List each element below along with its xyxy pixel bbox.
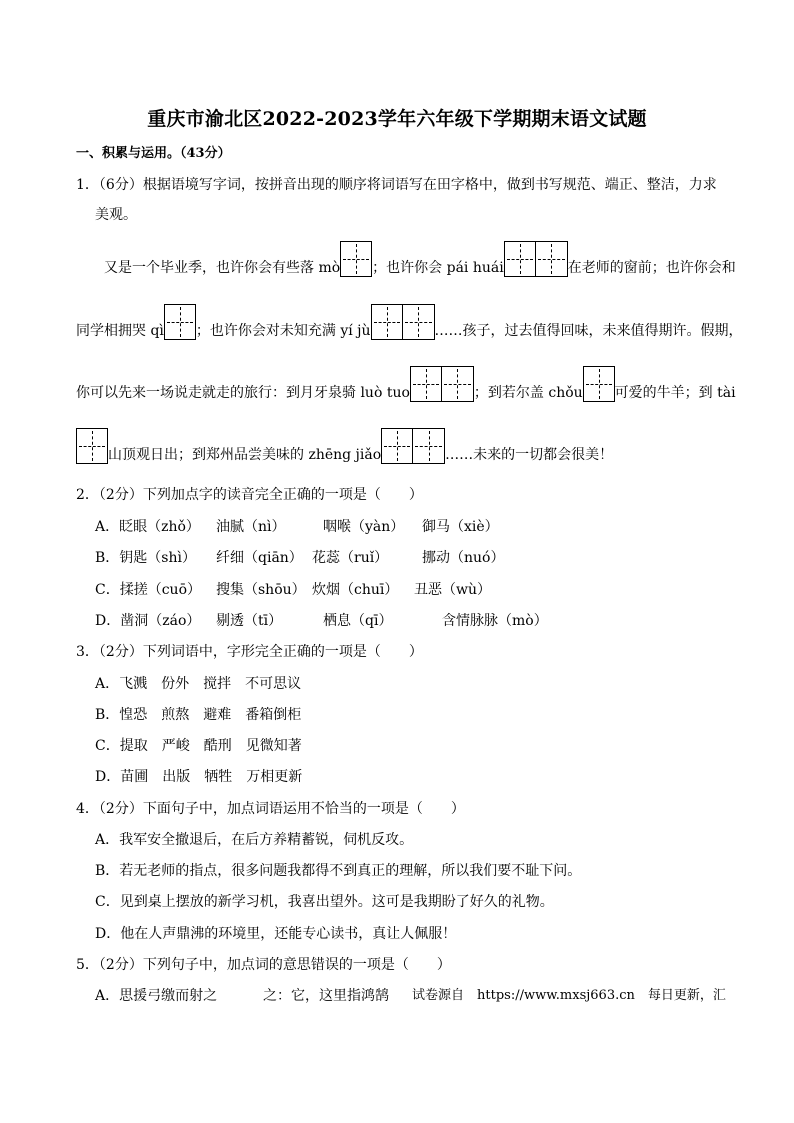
- passage-text: 可爱的牛羊；到 tài: [614, 385, 736, 401]
- q1-passage-line3: [76, 366, 736, 402]
- q1-passage-line4: [76, 428, 613, 464]
- q2-option-b-3: 花蕊（ruǐ）: [312, 550, 389, 566]
- section-heading: 一、积累与运用。（43分）: [76, 146, 231, 161]
- answer-grid-4[interactable]: [371, 304, 435, 340]
- answer-grid-1[interactable]: [340, 241, 372, 277]
- source-watermark: 试卷源自 https://www.mxsj663.cn 每日更新，汇: [412, 988, 726, 1003]
- answer-grid-7[interactable]: [76, 428, 108, 464]
- q3-option-a: A．飞溅 份外 搅拌 不可思议: [95, 676, 302, 692]
- q1-stem-line1: 1．（6分）根据语境写字词，按拼音出现的顺序将词语写在田字格中，做到书写规范、端正、整洁，力求: [76, 177, 717, 193]
- tianzige-box[interactable]: [381, 428, 413, 464]
- tianzige-box[interactable]: [340, 241, 372, 277]
- passage-text: ；到若尔盖 chǒu: [473, 385, 583, 401]
- q2-stem: 2．（2分）下列加点字的读音完全正确的一项是（ ）: [76, 487, 423, 503]
- passage-text: 你可以先来一场说走就走的旅行：到月牙泉骑 luò tuo: [76, 385, 410, 401]
- tianzige-box[interactable]: [371, 304, 403, 340]
- passage-text: 同学相拥哭 qì: [76, 323, 164, 339]
- q2-option-d-3: 栖息（qī）: [323, 613, 393, 629]
- q3-stem: 3．（2分）下列词语中，字形完全正确的一项是（ ）: [76, 644, 423, 660]
- q2-option-d-4: 含情脉脉（mò）: [442, 613, 548, 629]
- q2-option-d-1: D．凿洞（záo）: [95, 613, 201, 629]
- passage-text: 山顶观日出；到郑州品尝美味的 zhēng jiǎo: [108, 447, 382, 463]
- q5-option-a-note: 之：它，这里指鸿鹄: [263, 988, 389, 1004]
- answer-grid-6[interactable]: [583, 366, 615, 402]
- q3-option-b: B．惶恐 煎熬 避难 番箱倒柜: [95, 707, 302, 723]
- q2-option-b-4: 挪动（nuó）: [422, 550, 505, 566]
- tianzige-box[interactable]: [413, 428, 445, 464]
- q3-option-c: C．提取 严峻 酷刑 见微知著: [95, 738, 302, 754]
- q3-option-d: D．苗圃 出版 牺牲 万相更新: [95, 769, 303, 785]
- q2-option-a-1: A．眨眼（zhǒ）: [95, 519, 200, 535]
- q2-option-a-3: 咽喉（yàn）: [323, 519, 405, 535]
- q4-option-d: D．他在人声鼎沸的环境里，还能专心读书，真让人佩服！: [95, 926, 457, 942]
- q1-passage-line1: [104, 241, 736, 277]
- tianzige-box[interactable]: [164, 304, 196, 340]
- tianzige-box[interactable]: [536, 241, 568, 277]
- answer-grid-3[interactable]: [164, 304, 196, 340]
- passage-text: ……孩子，过去值得回味，未来值得期许。假期，: [434, 323, 743, 339]
- q2-option-a-2: 油腻（nì）: [216, 519, 286, 535]
- answer-grid-2[interactable]: [504, 241, 568, 277]
- q2-option-c-4: 丑恶（wù）: [414, 582, 491, 598]
- q4-option-a: A．我军安全撤退后，在后方养精蓄锐，伺机反攻。: [95, 832, 414, 848]
- answer-grid-5[interactable]: [410, 366, 474, 402]
- q4-option-b: B．若无老师的指点，很多问题我都得不到真正的理解，所以我们要不耻下问。: [95, 863, 582, 879]
- q2-option-c-3: 炊烟（chuī）: [312, 582, 399, 598]
- q1-stem-line2: 美观。: [95, 207, 137, 223]
- passage-text: ……未来的一切都会很美！: [445, 447, 614, 463]
- passage-text: 又是一个毕业季，也许你会有些落 mò: [104, 260, 341, 276]
- q2-option-a-4: 御马（xiè）: [422, 519, 499, 535]
- tianzige-box[interactable]: [504, 241, 536, 277]
- tianzige-box[interactable]: [442, 366, 474, 402]
- tianzige-box[interactable]: [410, 366, 442, 402]
- q1-passage-line2: [76, 304, 743, 340]
- tianzige-box[interactable]: [76, 428, 108, 464]
- tianzige-box[interactable]: [583, 366, 615, 402]
- q2-option-d-2: 剔透（tī）: [216, 613, 283, 629]
- page-title: 重庆市渝北区2022-2023学年六年级下学期期末语文试题: [147, 108, 647, 130]
- q2-option-c-1: C．揉搓（cuō）: [95, 582, 201, 598]
- passage-text: ；也许你会对未知充满 yí jù: [195, 323, 371, 339]
- q2-option-c-2: 搜集（shōu）: [216, 582, 306, 598]
- passage-text: 在老师的窗前；也许你会和: [567, 260, 736, 276]
- q2-option-b-1: B．钥匙（shì）: [95, 550, 196, 566]
- q5-option-a: A．思援弓缴而射之: [95, 988, 218, 1004]
- passage-text: ；也许你会 pái huái: [372, 260, 504, 276]
- q5-stem: 5．（2分）下列句子中，加点词的意思错误的一项是（ ）: [76, 957, 451, 973]
- q4-stem: 4．（2分）下面句子中，加点词语运用不恰当的一项是（ ）: [76, 801, 465, 817]
- answer-grid-8[interactable]: [381, 428, 445, 464]
- q2-option-b-2: 纤细（qiān）: [216, 550, 303, 566]
- q4-option-c: C．见到桌上摆放的新学习机，我喜出望外。这可是我期盼了好久的礼物。: [95, 894, 554, 910]
- tianzige-box[interactable]: [403, 304, 435, 340]
